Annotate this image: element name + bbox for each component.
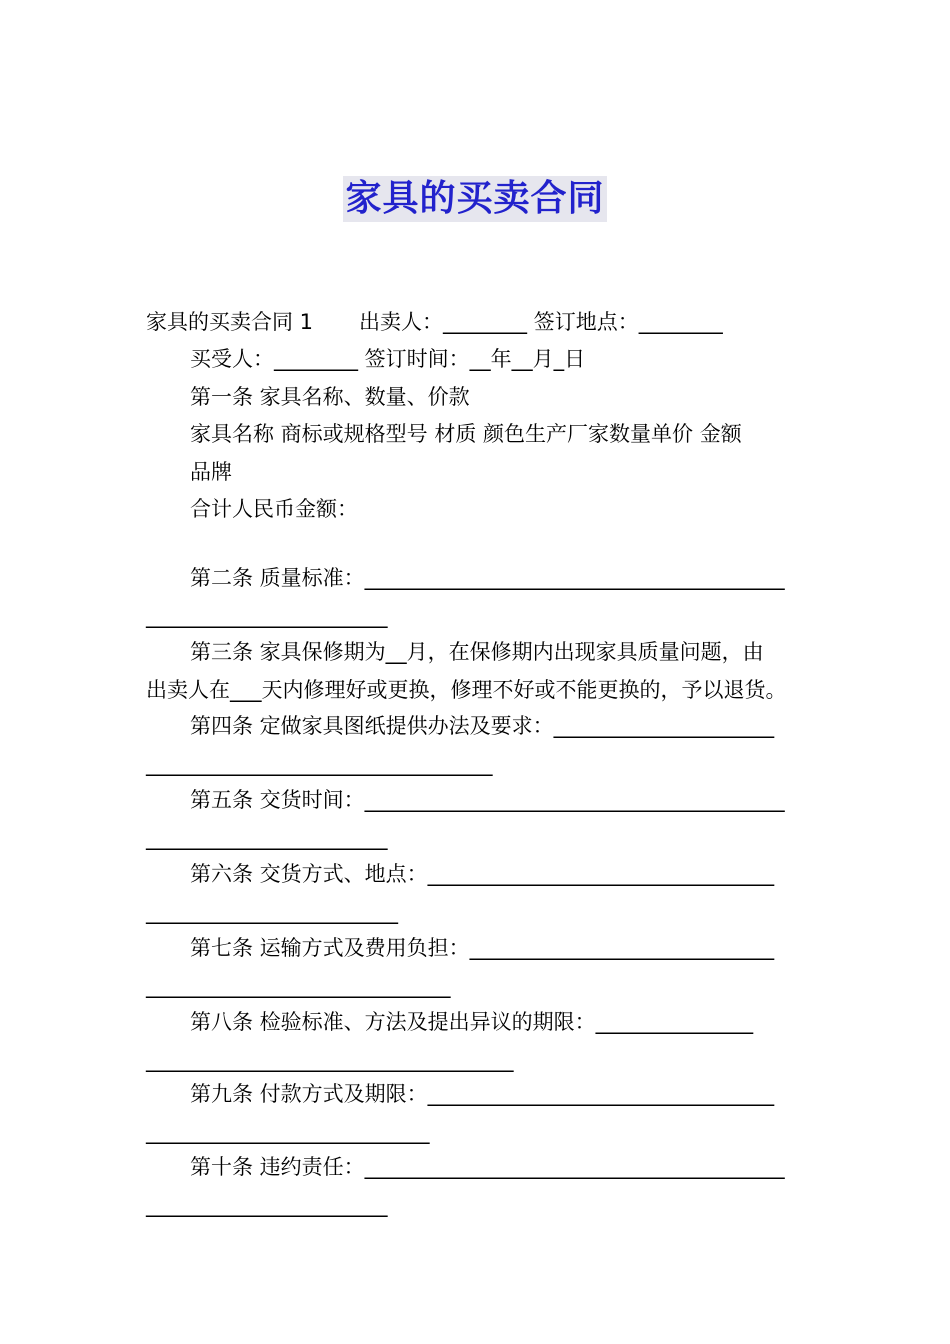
article-7-cont: _____________________________	[146, 974, 451, 998]
title-container	[0, 176, 950, 222]
contract-heading: 家具的买卖合同 1	[146, 310, 314, 334]
article-10: 第十条 违约责任：________________________________________	[190, 1155, 785, 1179]
article-4: 第四条 定做家具图纸提供办法及要求：_____________________	[190, 714, 775, 738]
article-1-total: 合计人民币金额：	[190, 497, 358, 521]
article-8-cont: ___________________________________	[146, 1048, 514, 1072]
article-3: 第三条 家具保修期为__月，在保修期内出现家具质量问题，由	[190, 640, 764, 664]
article-5-cont: _______________________	[146, 826, 388, 850]
document-title: 家具的买卖合同	[343, 176, 606, 222]
article-5: 第五条 交货时间：________________________________________	[190, 788, 785, 812]
article-1-brand: 品牌	[190, 460, 232, 484]
article-3-cont: 出卖人在___天内修理好或更换，修理不好或不能更换的，予以退货。	[146, 678, 787, 702]
article-9-cont: ___________________________	[146, 1120, 430, 1144]
article-2: 第二条 质量标准：________________________________________	[190, 566, 785, 590]
article-1-columns: 家具名称 商标或规格型号 材质 颜色生产厂家数量单价 金额	[190, 422, 742, 446]
buyer-line: 买受人：________ 签订时间：__年__月_日	[190, 347, 586, 371]
article-9: 第九条 付款方式及期限：_________________________________	[190, 1082, 775, 1106]
article-8: 第八条 检验标准、方法及提出异议的期限：_______________	[190, 1010, 754, 1034]
article-1-heading: 第一条 家具名称、数量、价款	[190, 385, 470, 409]
article-10-cont: _______________________	[146, 1193, 388, 1217]
article-6: 第六条 交货方式、地点：_________________________________	[190, 862, 775, 886]
article-6-cont: ________________________	[146, 900, 398, 924]
header-line	[146, 307, 723, 337]
article-4-cont: _________________________________	[146, 752, 493, 776]
article-2-cont: _______________________	[146, 604, 388, 628]
article-7: 第七条 运输方式及费用负担：_____________________________	[190, 936, 775, 960]
seller-line: 出卖人：________ 签订地点：________	[359, 310, 723, 334]
